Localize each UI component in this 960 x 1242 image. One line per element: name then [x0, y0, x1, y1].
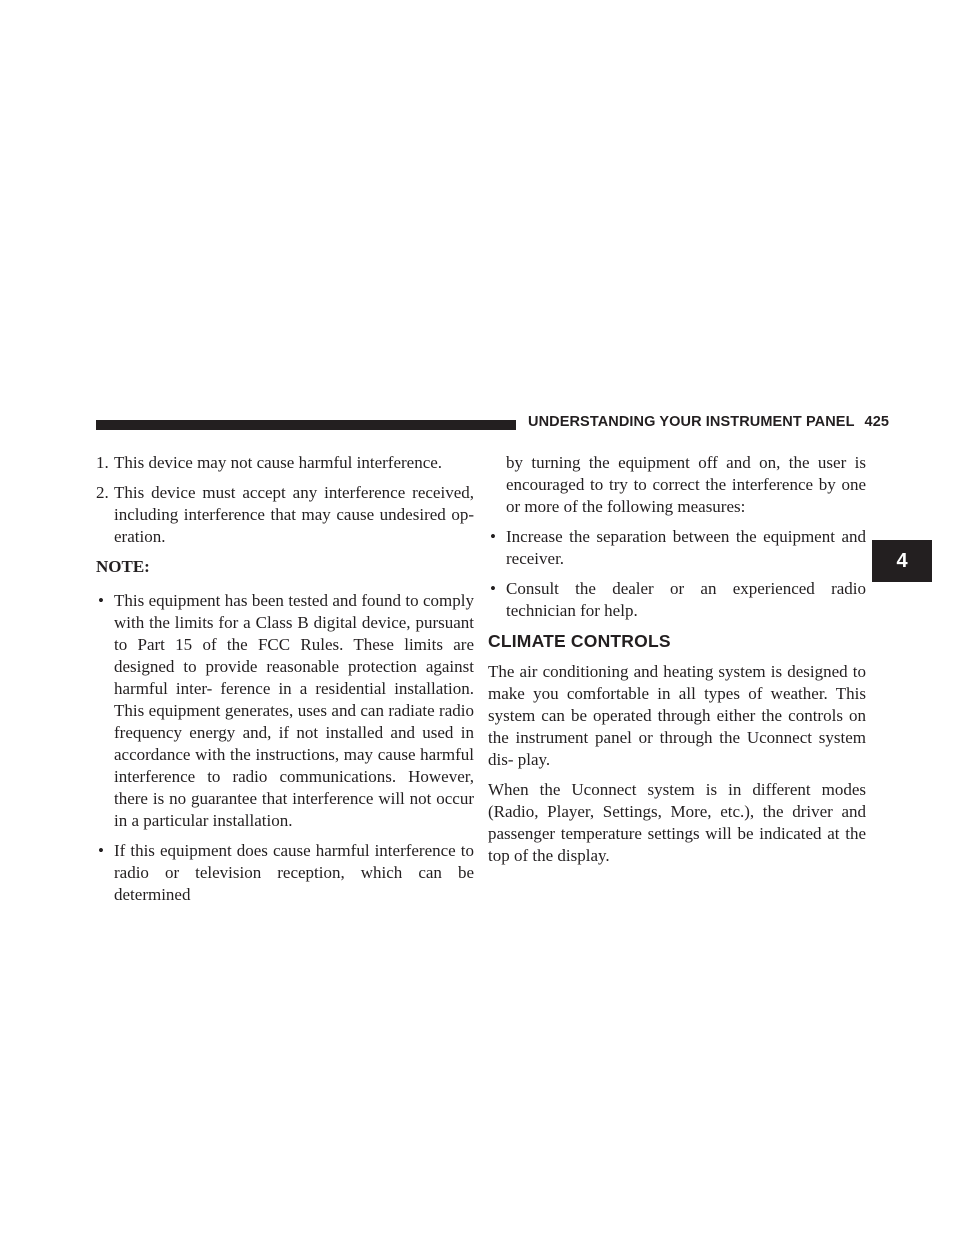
item-number: 2. — [96, 483, 109, 502]
bullet-icon: • — [98, 841, 104, 860]
bullet-text: Increase the separation between the equipment and receiver. — [506, 527, 866, 568]
section-title: UNDERSTANDING YOUR INSTRUMENT PANEL — [528, 414, 855, 430]
bullet-item — [488, 578, 866, 622]
note-label: NOTE: — [96, 557, 150, 576]
bullet-item — [96, 840, 474, 906]
bullet-icon: • — [490, 527, 496, 546]
running-header — [528, 414, 889, 430]
body-paragraph: When the Uconnect system is in different modes (Radio, Player, Settings, More, etc.), the driver and passenger temperature settings will be indicated at the top of the display. — [488, 780, 866, 865]
chapter-tab: 4 — [872, 540, 932, 582]
item-number: 1. — [96, 453, 109, 472]
section-heading: CLIMATE CONTROLS — [488, 631, 671, 651]
continuation-text: by turning the equipment off and on, the user is encouraged to try to correct the interference by one or more of the following measures: — [506, 453, 866, 516]
header-rule — [96, 420, 516, 430]
numbered-item — [96, 482, 474, 548]
left-column — [96, 452, 474, 914]
bullet-item — [488, 526, 866, 570]
bullet-icon: • — [98, 591, 104, 610]
bullet-text: Consult the dealer or an experienced radio technician for help. — [506, 579, 866, 620]
body-paragraph: The air conditioning and heating system is designed to make you comfortable in all types of weather. This system can be operated through either the controls on the instrument panel or through the Uconnect system dis- play. — [488, 662, 866, 769]
numbered-item — [96, 452, 474, 474]
bullet-text: This equipment has been tested and found to comply with the limits for a Class B digital device, pursuant to Part 15 of the FCC Rules. These limits are designed to provide reasonable protection against harmful inter- ference in a residential installation. This equipment generates, uses and can radiate radio frequency energy and, if not installed and used in accordance with the instructions, may cause harmful interference to radio communications. However, there is no guarantee that interference will not occur in a particular installation. — [114, 591, 474, 830]
bullet-text: If this equipment does cause harmful interference to radio or television reception, which can be determined — [114, 841, 474, 904]
bullet-icon: • — [490, 579, 496, 598]
item-text: This device may not cause harmful interference. — [114, 453, 443, 472]
item-text: This device must accept any interference received, including interference that may cause undesired op- eration. — [114, 483, 474, 546]
page-number: 425 — [864, 414, 890, 430]
bullet-item — [96, 590, 474, 832]
right-column — [488, 452, 866, 875]
